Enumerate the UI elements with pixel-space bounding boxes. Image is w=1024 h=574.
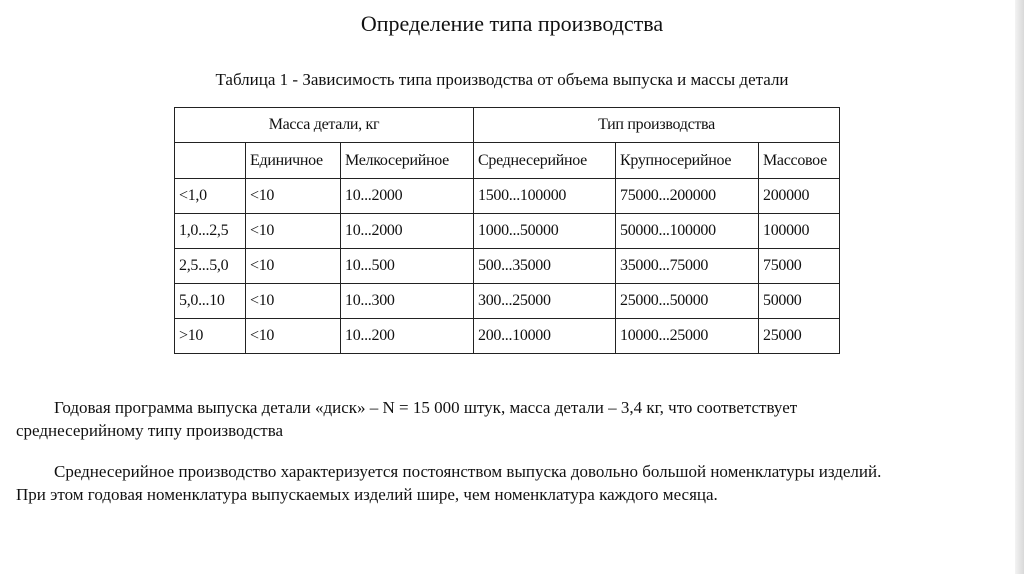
table-subheader-row: [175, 143, 840, 179]
table-cell: >10: [175, 319, 246, 354]
table-cell: <10: [246, 214, 341, 249]
header-mass: Масса детали, кг: [175, 108, 474, 143]
table-cell: 10...500: [341, 249, 474, 284]
table-cell: 5,0...10: [175, 284, 246, 319]
table-cell: 75000: [759, 249, 840, 284]
table-cell: <1,0: [175, 179, 246, 214]
table-cell: <10: [246, 249, 341, 284]
table-cell: 1500...100000: [474, 179, 616, 214]
table-cell: 100000: [759, 214, 840, 249]
table-cell: 300...25000: [474, 284, 616, 319]
table-cell: 25000: [759, 319, 840, 354]
table-row: [175, 214, 840, 249]
production-type-table: [174, 107, 840, 354]
subheader-cell: Крупносерийное: [616, 143, 759, 179]
table-cell: 10...2000: [341, 214, 474, 249]
table-cell: 200000: [759, 179, 840, 214]
slide-right-edge: [1015, 0, 1024, 574]
table-cell: <10: [246, 284, 341, 319]
table-cell: 10...300: [341, 284, 474, 319]
subheader-empty: [175, 143, 246, 179]
header-type: Тип производства: [474, 108, 840, 143]
table-cell: 75000...200000: [616, 179, 759, 214]
table-cell: 200...10000: [474, 319, 616, 354]
subheader-cell: Массовое: [759, 143, 840, 179]
table-cell: 10...2000: [341, 179, 474, 214]
table-cell: <10: [246, 319, 341, 354]
table-cell: 50000: [759, 284, 840, 319]
table-cell: 10000...25000: [616, 319, 759, 354]
table-row: [175, 319, 840, 354]
subheader-cell: Среднесерийное: [474, 143, 616, 179]
paragraph-line: Среднесерийное производство характеризуется постоянством выпуска довольно большой номенклатуры изделий.: [54, 462, 882, 481]
subheader-cell: Единичное: [246, 143, 341, 179]
table-cell: 2,5...5,0: [175, 249, 246, 284]
table-cell: 1,0...2,5: [175, 214, 246, 249]
table-row: [175, 179, 840, 214]
table-row: [175, 249, 840, 284]
paragraph-characteristics: [16, 460, 1006, 506]
table-cell: 25000...50000: [616, 284, 759, 319]
table-cell: 35000...75000: [616, 249, 759, 284]
page-title: Определение типа производства: [360, 11, 664, 36]
table-cell: 50000...100000: [616, 214, 759, 249]
paragraph-program: [16, 396, 1006, 442]
paragraph-line: Годовая программа выпуска детали «диск» – N = 15 000 штук, масса детали – 3,4 кг, что соответствует: [54, 398, 798, 417]
subheader-cell: Мелкосерийное: [341, 143, 474, 179]
table-cell: <10: [246, 179, 341, 214]
paragraph-line: среднесерийному типу производства: [16, 421, 284, 440]
table-row: [175, 284, 840, 319]
table-cell: 500...35000: [474, 249, 616, 284]
table-header-row: [175, 108, 840, 143]
paragraph-line: При этом годовая номенклатура выпускаемых изделий шире, чем номенклатура каждого месяца.: [16, 485, 718, 504]
table-cell: 1000...50000: [474, 214, 616, 249]
table-caption: Таблица 1 - Зависимость типа производства от объема выпуска и массы детали: [215, 70, 789, 89]
table-cell: 10...200: [341, 319, 474, 354]
